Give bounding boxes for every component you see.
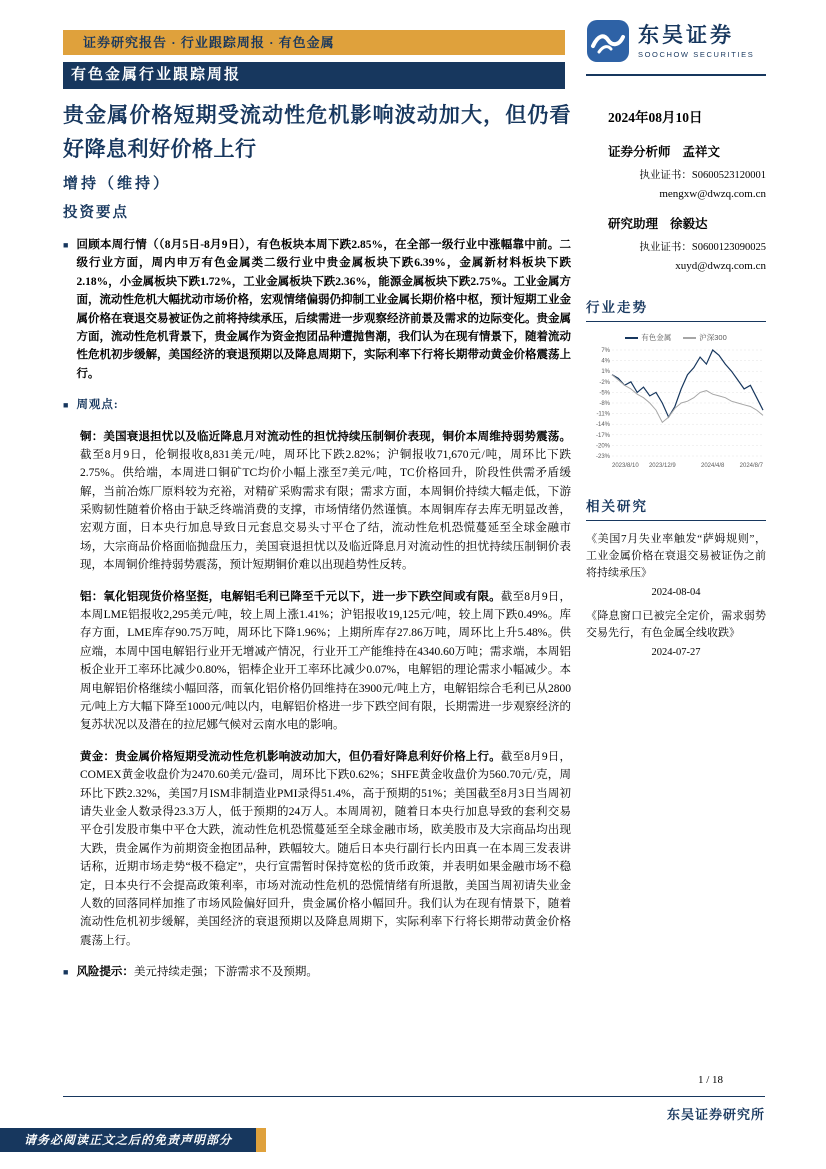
svg-text:2023/12/9: 2023/12/9 — [648, 463, 676, 469]
related-research-heading: 相关研究 — [586, 495, 766, 521]
svg-text:4%: 4% — [601, 358, 610, 365]
bullet-square-icon: ■ — [63, 240, 69, 250]
copper-paragraph — [80, 428, 571, 575]
assistant-cert: 执业证书：S0600123090025 — [639, 242, 766, 253]
svg-text:-23%: -23% — [595, 454, 610, 460]
industry-trend-chart — [586, 345, 766, 471]
assistant-email: xuyd@dwzq.com.cn — [675, 260, 766, 272]
gold-lead: 黄金：贵金属价格短期受流动性危机影响波动加大，但仍看好降息利好价格上行。 — [80, 750, 501, 763]
svg-text:2023/8/10: 2023/8/10 — [612, 463, 639, 469]
assistant-block — [586, 214, 766, 272]
report-category-bar — [63, 30, 565, 55]
copper-body: 截至8月9日，伦铜报收8,831美元/吨，周环比下跌2.82%；沪铜报收71,670元/吨，周环比下跌2.75%。供给端，本周进口铜矿TC均价小幅上涨至7美元/吨，TC价格回升，阶段性供需矛盾缓解，当前冶炼厂原料较为充裕，对精矿采购需求有限；需求方面，本周铜价持续大幅走低，下游采购韧性随着价格由于缺乏终端消费的支撑，市场情绪仍然谨慎。本周铜库存去库无明显改善，宏观方面，日本央行加息导致日元套息交易头寸平仓了结，流动性危机恐慌蔓延至全球金融市场，大宗商品价格面临抛盘压力，美国衰退担忧以及临近降息月对流动性的担忧持续压制铜价表现，本周铜价维持弱势震荡，预计短期铜价难以出现趋势性反转。 — [80, 448, 571, 572]
report-date: 2024年08月10日 — [608, 110, 703, 125]
bullet-square-icon: ■ — [63, 967, 69, 978]
industry-trend-heading: 行业走势 — [586, 296, 766, 322]
brand-block — [586, 16, 766, 76]
svg-text:-11%: -11% — [596, 411, 610, 418]
legend-item — [683, 332, 727, 343]
analyst-cert: 执业证书：S0600523120001 — [639, 170, 766, 181]
brand-name-en: SOOCHOW SECURITIES — [638, 49, 755, 59]
related-date: 2024-07-27 — [651, 647, 701, 659]
weekly-view-bullet — [63, 396, 571, 414]
related-date: 2024-08-04 — [651, 587, 701, 599]
legend-label: 沪深300 — [699, 333, 727, 342]
risk-body: 美元持续走强；下游需求不及预期。 — [133, 966, 318, 979]
brand-text — [638, 23, 754, 58]
related-item — [586, 531, 766, 598]
soochow-logo-icon — [586, 19, 630, 63]
risk-paragraph — [76, 963, 318, 981]
analyst-role-line — [608, 142, 766, 160]
weekly-view-heading: 周观点: — [76, 399, 119, 412]
page-number: 1 / 18 — [697, 1074, 723, 1086]
brand-name-cn: 东吴证券 — [638, 23, 734, 48]
assistant-name: 徐毅达 — [670, 217, 708, 231]
legend-item — [625, 332, 671, 343]
assistant-role-line — [608, 214, 766, 232]
main-content — [63, 201, 571, 994]
legend-swatch-icon — [683, 337, 696, 339]
sidebar — [586, 104, 766, 658]
analyst-email: mengxw@dwzq.com.cn — [659, 188, 766, 200]
risk-lead: 风险提示： — [76, 966, 134, 979]
report-series-title: 有色金属行业跟踪周报 — [71, 67, 242, 83]
chart-legend — [586, 332, 766, 343]
risk-bullet — [63, 963, 571, 981]
related-item — [586, 608, 766, 658]
svg-text:1%: 1% — [601, 369, 610, 376]
report-category-text: 证券研究报告 · 行业跟踪周报 · 有色金属 — [83, 35, 335, 50]
investment-highlights-heading: 投资要点 — [63, 205, 129, 221]
footer-divider — [63, 1096, 765, 1097]
svg-text:-20%: -20% — [595, 443, 610, 450]
svg-text:-2%: -2% — [599, 379, 610, 386]
report-series-banner — [63, 62, 565, 89]
highlights-bullet — [63, 236, 571, 383]
svg-text:7%: 7% — [601, 348, 610, 354]
svg-text:-5%: -5% — [599, 390, 610, 397]
analyst-name: 孟祥文 — [682, 145, 721, 159]
svg-text:-8%: -8% — [599, 401, 610, 407]
aluminum-lead: 铝：氧化铝现货价格坚挺，电解铝毛利已降至千元以下，进一步下跌空间或有限。 — [80, 590, 501, 603]
aluminum-paragraph — [80, 588, 571, 735]
copper-lead: 铜：美国衰退担忧以及临近降息月对流动性的担忧持续压制铜价表现，铜价本周维持弱势震荡。 — [80, 430, 571, 443]
bullet-square-icon: ■ — [63, 400, 69, 411]
research-institute: 东吴证券研究所 — [666, 1107, 765, 1122]
svg-text:2024/4/8: 2024/4/8 — [700, 463, 725, 469]
rating-badge: 增持（维持） — [63, 176, 172, 192]
disclaimer-bar — [0, 1128, 256, 1152]
disclaimer-text: 请务必阅读正文之后的免责声明部分 — [23, 1133, 232, 1147]
report-title: 贵金属价格短期受流动性危机影响波动加大，但仍看好降息利好价格上行 — [63, 103, 571, 162]
disclaimer-accent — [256, 1128, 266, 1152]
related-title: 《美国7月失业率触发“萨姆规则”，工业金属价格在衰退交易被证伪之前将持续承压》 — [586, 533, 766, 580]
assistant-role: 研究助理 — [608, 217, 659, 231]
svg-text:-17%: -17% — [595, 432, 610, 439]
svg-text:2024/8/7: 2024/8/7 — [739, 463, 763, 469]
gold-paragraph — [80, 748, 571, 950]
analyst-block — [586, 142, 766, 200]
legend-swatch-icon — [625, 337, 638, 339]
legend-label: 有色金属 — [641, 333, 672, 342]
highlights-paragraph: 回顾本周行情（（8月5日-8月9日），有色板块本周下跌2.85%，在全部一级行业中涨幅靠中前。二级行业方面，周内申万有色金属类二级行业中贵金属板块下跌6.39%，金属新材料板块下跌2.18%，小金属板块下跌1.72%，工业金属板块下跌2.36%，能源金属板块下跌2.75%。工业金属方面，流动性危机大幅扰动市场价格，宏观情绪偏弱仍抑制工业金属长期价格中枢，预计短期工业金属价格在衰退交易被证伪之前将持续承压，后续需进一步观察经济前景及需求的边际变化。贵金属方面，流动性危机背景下，贵金属作为资金抱团品种遭抛售潮，我们认为在现有情景下，随着流动性危机初步缓解，美国经济的衰退预期以及降息周期下，实际利率下行将长期带动黄金价格震荡上行。 — [76, 239, 571, 380]
aluminum-body: 截至8月9日，本周LME铝报收2,295美元/吨，较上周上涨1.41%；沪铝报收19,125元/吨，较上周下跌0.49%。库存方面，LME库存90.75万吨，周环比下降1.96%；上期所库存27.86万吨，周环比上升5.48%。供应端，本周中国电解铝行业开无增减产情况，行业开工产能维持在4340.60万吨；需求端，本周铝板企业开工率环比减少0.80%，铝棒企业开工率环比减少0.07%，电解铝的理论需求小幅减少。本周电解铝价格继续小幅回落，而氧化铝价格仍回维持在3900元/吨上方，电解铝综合毛利已从2800元/吨上方大幅下降至1000元/吨以内，电解铝价格进一步下跌空间有限，长期需进一步观察经济的复苏状况以及潜在的拉尼娜气候对云南水电的影响。 — [80, 590, 572, 732]
gold-body: 截至8月9日，COMEX黄金收盘价为2470.60美元/盎司，周环比下跌0.62%；SHFE黄金收盘价为560.70元/克，周环比下跌2.32%，美国7月ISM非制造业PMI录得51.4%，高于预期的51%；美国截至8月3日当周初请失业金人数录得23.3万人，低于预期的24万人。本周周初，随着日本央行加息导致的套利交易平仓引发股市集中平仓大跌，流动性危机恐慌蔓延至全球金融市场，欧美股市及大宗商品均出现大跌，贵金属作为前期资金抱团品种，跌幅较大。随后日本央行副行长内田真一在本周三发表讲话称，近期市场走势“极不稳定”，央行宣需暂时保持宽松的货币政策，并表明如果金融市场不稳定，日本央行不会提高政策利率，市场对流动性危机的恐慌情绪有所退散，美国当周初请失业金人数的回落同样加推了市场风险偏好回升，贵金属价格小幅回升。我们认为在现有情景下，随着流动性危机初步缓解，美国经济的衰退预期以及降息周期下，实际利率下行将长期带动黄金价格震荡上行。 — [80, 750, 572, 947]
svg-text:-14%: -14% — [595, 422, 610, 429]
analyst-role: 证券分析师 — [608, 145, 671, 159]
related-title: 《降息窗口已被完全定价，需求弱势交易先行，有色金属全线收跌》 — [586, 610, 766, 640]
